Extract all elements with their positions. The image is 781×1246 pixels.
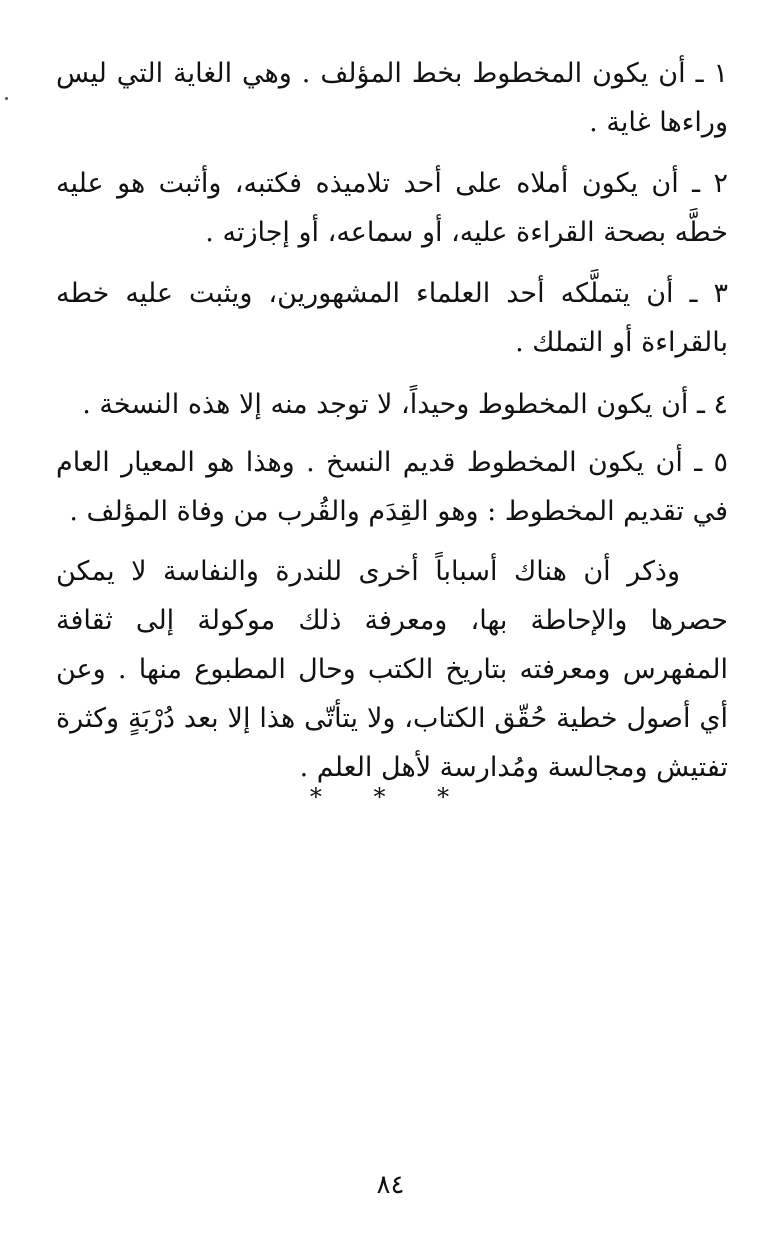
paragraph-item-5: ٥ ـ أن يكون المخطوط قديم النسخ . وهذا هو المعيار العام في تقديم المخطوط : وهو القِدَم والقُرب من وفاة المؤلف . (56, 447, 728, 527)
paragraph-item-1: ١ ـ أن يكون المخطوط بخط المؤلف . وهي الغاية التي ليس وراءها غاية . (56, 58, 728, 138)
scan-speck (5, 97, 8, 100)
paragraph-item-3: ٣ ـ أن يتملَّكه أحد العلماء المشهورين، ويثبت عليه خطه بالقراءة أو التملك . (56, 278, 728, 358)
page-number: ٨٤ (376, 1170, 405, 1200)
paragraph-item-2: ٢ ـ أن يكون أملاه على أحد تلاميذه فكتبه، وأثبت هو عليه خطَّه بصحة القراءة عليه، أو سماعه، أو إجازته . (56, 168, 728, 248)
section-separator: * * * (309, 783, 472, 811)
paragraph-item-4: ٤ ـ أن يكون المخطوط وحيداً، لا توجد منه إلا هذه النسخة . (82, 389, 728, 420)
paragraph-body: وذكر أن هناك أسباباً أخرى للندرة والنفاسة لا يمكن حصرها والإحاطة بها، ومعرفة ذلك موكولة إلى ثقافة المفهرس ومعرفته بتاريخ الكتب وحال المطبوع منها . وعن أي أصول خطية حُقّق الكتاب، ولا يتأتّى هذا إلا بعد دُرْبَةٍ وكثرة تفتيش ومجالسة ومُدارسة لأهل العلم . (56, 556, 728, 783)
